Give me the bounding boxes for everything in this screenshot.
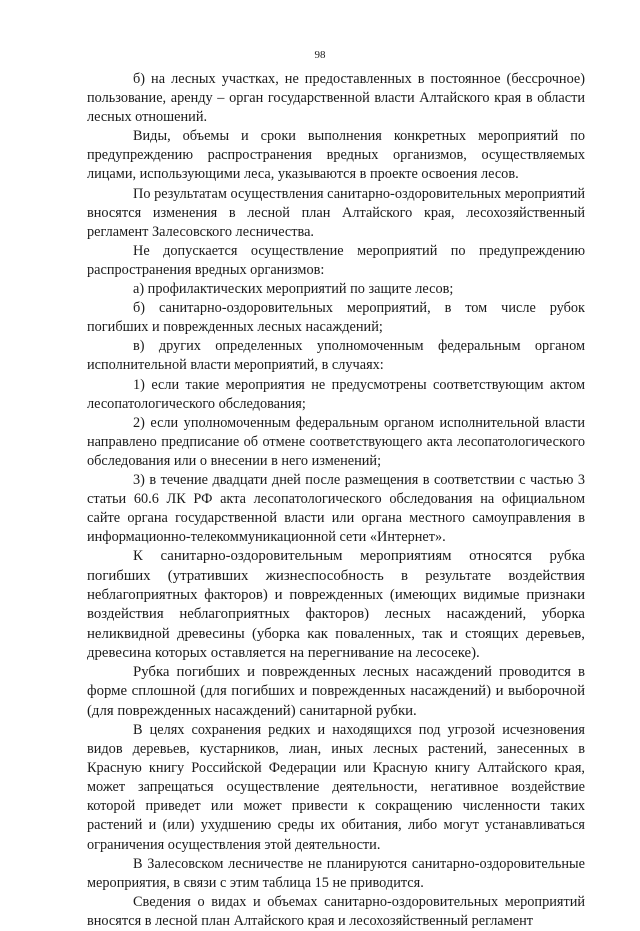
- list-item: 3) в течение двадцати дней после размещения в соответствии с частью 3 статьи 60.6 ЛК РФ акта лесопатологического обследования на официальном сайте органа государственной власти или органа местного самоуправления в информационно-телекоммуникационной сети «Интернет».: [87, 471, 585, 546]
- paragraph: По результатам осуществления санитарно-оздоровительных мероприятий вносятся изменения в лесной план Алтайского края, лесохозяйственный регламент Залесовского лесничества.: [87, 185, 585, 240]
- paragraph: В целях сохранения редких и находящихся под угрозой исчезновения видов деревьев, кустарников, лиан, иных лесных растений, занесенных в Красную книгу Российской Федерации или Красную книгу Алтайского края, может запрещаться осуществление деятельности, негативное воздействие которой приведет или может привести к сокращению численности таких растений и (или) ухудшению среды их обитания, либо могут устанавливаться ограничения осуществления этой деятельности.: [87, 722, 585, 853]
- list-item: 1) если такие мероприятия не предусмотрены соответствующим актом лесопатологического обследования;: [87, 376, 585, 412]
- list-item: б) санитарно-оздоровительных мероприятий, в том числе рубок погибших и поврежденных лесных насаждений;: [87, 300, 585, 336]
- paragraph: В Залесовском лесничестве не планируются санитарно-оздоровительные мероприятия, в связи с этим таблица 15 не приводится.: [87, 855, 585, 891]
- paragraph: Сведения о видах и объемах санитарно-оздоровительных мероприятий вносятся в лесной план Алтайского края и лесохозяйственный регламент: [87, 893, 585, 929]
- list-item: а) профилактических мероприятий по защите лесов;: [133, 281, 454, 298]
- paragraph: Не допускается осуществление мероприятий по предупреждению распространения вредных организмов:: [87, 242, 585, 278]
- list-item: 2) если уполномоченным федеральным органом исполнительной власти направлено предписание об отмене соответствующего акта лесопатологического обследования или о внесении в него изменений;: [87, 414, 585, 469]
- paragraph: К санитарно-оздоровительным мероприятиям относятся рубка погибших (утративших жизнеспособность в результате воздействия неблагоприятных факторов) и поврежденных (имеющих видимые признаки воздействия неблагоприятных факторов) лесных насаждений, уборка неликвидной древесины (уборка как поваленных, так и стоящих деревьев, древесина которых оставляется на перегнивание на лесосеке).: [87, 548, 585, 661]
- paragraph: Виды, объемы и сроки выполнения конкретных мероприятий по предупреждению распространения вредных организмов, осуществляемых лицами, использующими леса, указываются в проекте освоения лесов.: [87, 128, 585, 183]
- paragraph: Рубка погибших и поврежденных лесных насаждений проводится в форме сплошной (для погибших и поврежденных насаждений) и выборочной (для поврежденных насаждений) санитарной рубки.: [87, 664, 585, 719]
- page-number: 98: [314, 49, 326, 61]
- document-body: [87, 70, 585, 931]
- paragraph: б) на лесных участках, не предоставленных в постоянное (бессрочное) пользование, аренду – орган государственной власти Алтайского края в области лесных отношений.: [87, 71, 585, 126]
- list-item: в) других определенных уполномоченным федеральным органом исполнительной власти мероприятий, в случаях:: [87, 338, 585, 374]
